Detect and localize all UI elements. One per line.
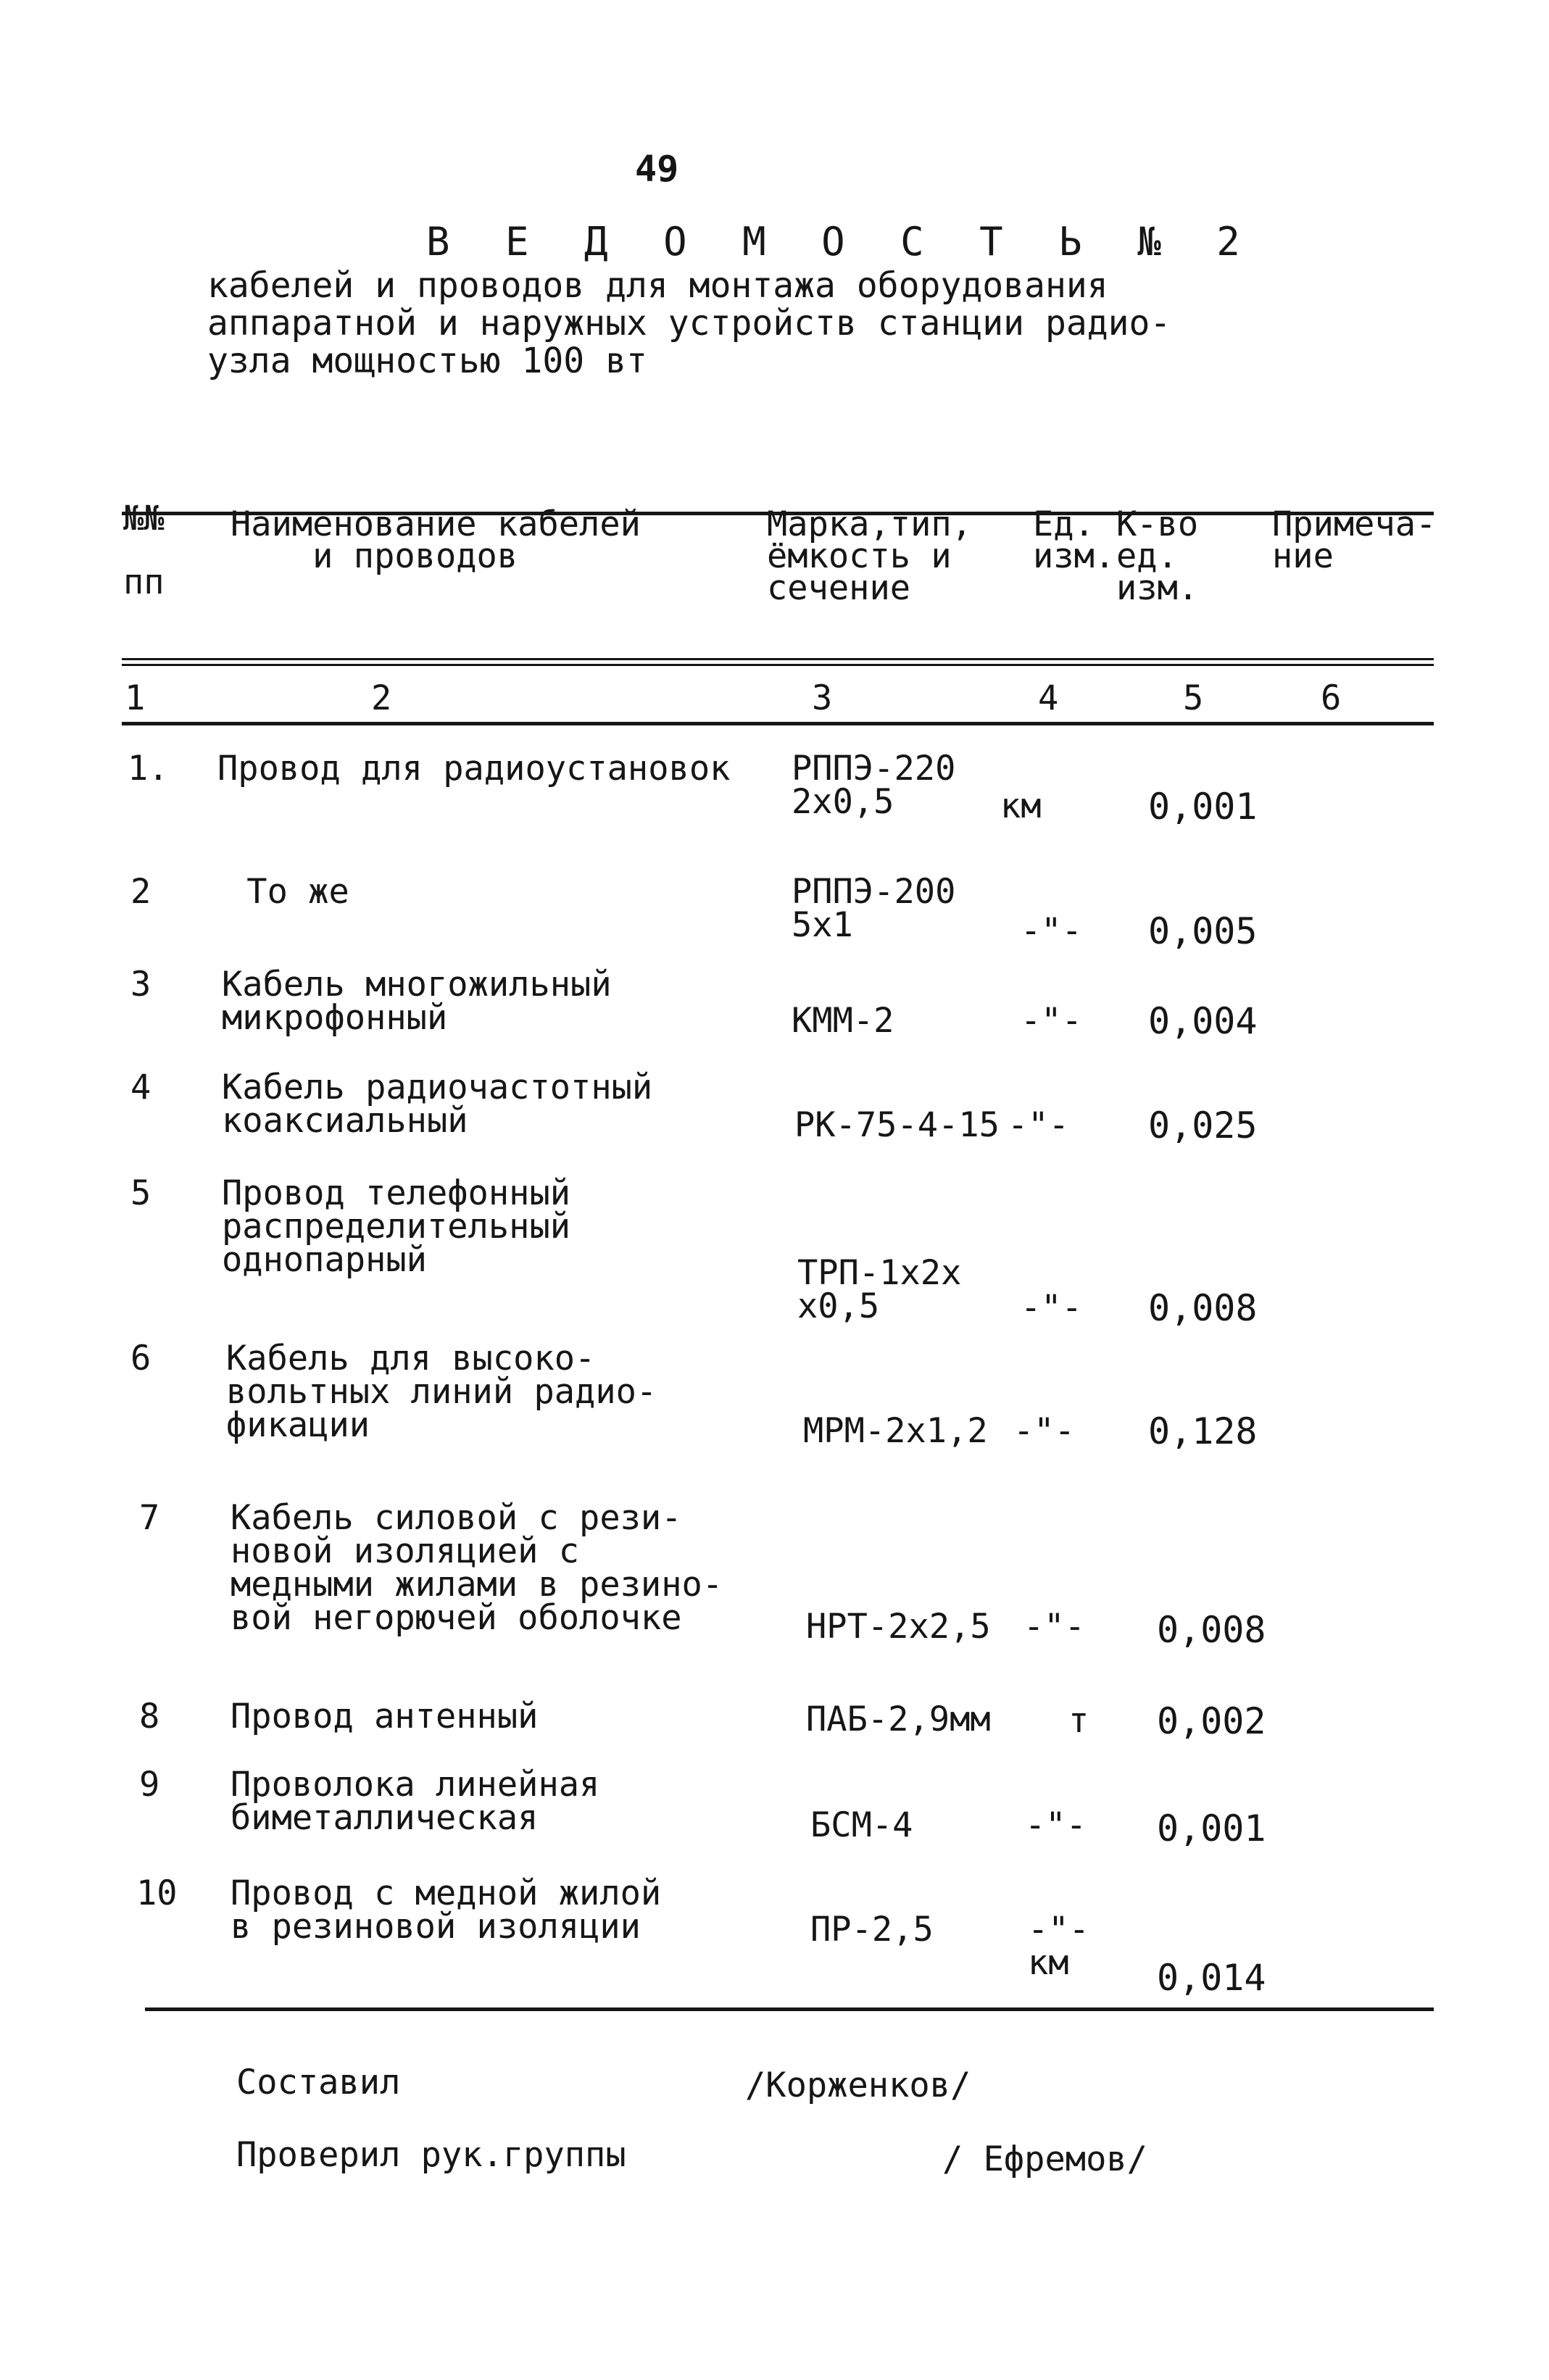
- row-6-name: Кабель для высоко- вольтных линий радио- фикации: [226, 1339, 657, 1445]
- header-bottom-rule: [122, 658, 1434, 660]
- column-number-1: 1: [125, 678, 146, 718]
- row-3-name: Кабель многожильный микрофонный: [222, 965, 612, 1038]
- row-8-qty: 0,002: [1157, 1700, 1266, 1742]
- subtitle-line-3: узла мощностью 100 вт: [207, 341, 647, 381]
- column-numbers-rule: [122, 722, 1434, 725]
- row-2-qty: 0,005: [1148, 910, 1258, 952]
- row-5-qty: 0,008: [1148, 1287, 1258, 1329]
- header-col-qty: К-во ед. изм.: [1116, 504, 1199, 608]
- row-1-number: 1.: [128, 749, 169, 789]
- row-7-number: 7: [139, 1498, 160, 1538]
- column-number-6: 6: [1321, 678, 1342, 718]
- row-6-number: 6: [130, 1339, 151, 1378]
- header-col-number: №№ пп: [123, 499, 165, 602]
- row-10-mark: ПР-2,5: [810, 1910, 934, 1950]
- header-col-note: Примеча- ние: [1272, 504, 1437, 576]
- checked-by-label: Проверил рук.группы: [236, 2135, 626, 2175]
- column-number-3: 3: [812, 678, 833, 718]
- row-3-qty: 0,004: [1148, 1000, 1258, 1042]
- row-1-unit: км: [1000, 786, 1042, 826]
- row-9-number: 9: [139, 1765, 160, 1805]
- row-1-name: Провод для радиоустановок: [217, 749, 731, 789]
- row-1-qty: 0,001: [1148, 786, 1258, 828]
- row-8-name: Провод антенный: [231, 1697, 539, 1736]
- row-3-number: 3: [130, 965, 151, 1004]
- row-6-unit: -"-: [1013, 1411, 1075, 1451]
- row-10-name: Провод с медной жилой в резиновой изоляции: [231, 1873, 662, 1947]
- row-6-qty: 0,128: [1148, 1410, 1258, 1452]
- row-4-name: Кабель радиочастотный коаксиальный: [222, 1068, 653, 1141]
- row-3-unit: -"-: [1021, 1001, 1082, 1041]
- row-9-qty: 0,001: [1157, 1807, 1266, 1850]
- row-8-number: 8: [139, 1697, 160, 1736]
- page-number: 49: [635, 148, 679, 190]
- row-9-name: Проволока линейная биметаллическая: [231, 1765, 600, 1838]
- row-7-unit: -"-: [1023, 1607, 1085, 1647]
- compiled-by-name: /Корженков/: [745, 2065, 971, 2105]
- column-number-4: 4: [1038, 678, 1059, 718]
- row-5-number: 5: [130, 1173, 151, 1213]
- column-number-5: 5: [1183, 678, 1204, 718]
- document-title: В Е Д О М О С Т Ь № 2: [426, 219, 1256, 265]
- row-7-name: Кабель силовой с рези- новой изоляцией с медными жилами в резино- вой негорючей оболочке: [231, 1498, 723, 1638]
- row-5-unit: -"-: [1021, 1288, 1082, 1328]
- row-10-unit: -"- км: [1028, 1910, 1089, 1983]
- compiled-by-label: Составил: [236, 2063, 401, 2102]
- header-col-name: Наименование кабелей и проводов: [231, 504, 641, 576]
- row-2-unit: -"-: [1021, 911, 1082, 951]
- subtitle-line-2: аппаратной и наружных устройств станции радио-: [207, 303, 1171, 344]
- header-col-mark: Марка,тип, ёмкость и сечение: [767, 504, 972, 608]
- row-4-unit: -"-: [1008, 1105, 1069, 1145]
- row-9-mark: БСМ-4: [810, 1805, 913, 1845]
- row-4-qty: 0,025: [1148, 1104, 1258, 1147]
- row-10-number: 10: [136, 1873, 178, 1913]
- row-6-mark: МРМ-2х1,2: [803, 1411, 988, 1451]
- row-1-mark: РППЭ-220 2х0,5: [792, 749, 956, 822]
- row-10-qty: 0,014: [1157, 1957, 1266, 1999]
- subtitle-line-1: кабелей и проводов для монтажа оборудования: [207, 265, 1108, 306]
- column-number-2: 2: [371, 678, 392, 718]
- row-2-name: То же: [226, 872, 349, 912]
- row-3-mark: КММ-2: [792, 1001, 894, 1041]
- row-7-qty: 0,008: [1157, 1609, 1266, 1651]
- row-4-number: 4: [130, 1068, 151, 1107]
- checked-by-name: / Ефремов/: [942, 2139, 1147, 2179]
- row-5-name: Провод телефонный распределительный однопарный: [222, 1173, 571, 1280]
- header-col-unit: Ед. изм.: [1033, 504, 1116, 576]
- table-bottom-rule: [145, 2007, 1434, 2011]
- row-7-mark: НРТ-2х2,5: [806, 1607, 991, 1647]
- row-2-mark: РППЭ-200 5х1: [792, 872, 956, 945]
- row-9-unit: -"-: [1025, 1805, 1087, 1845]
- row-5-mark: ТРП-1х2х х0,5: [797, 1253, 962, 1326]
- row-8-unit: т: [1068, 1701, 1089, 1741]
- row-2-number: 2: [130, 872, 151, 912]
- row-4-mark: РК-75-4-15: [794, 1105, 1000, 1145]
- row-8-mark: ПАБ-2,9мм: [806, 1699, 991, 1739]
- header-bottom-rule-2: [122, 664, 1434, 666]
